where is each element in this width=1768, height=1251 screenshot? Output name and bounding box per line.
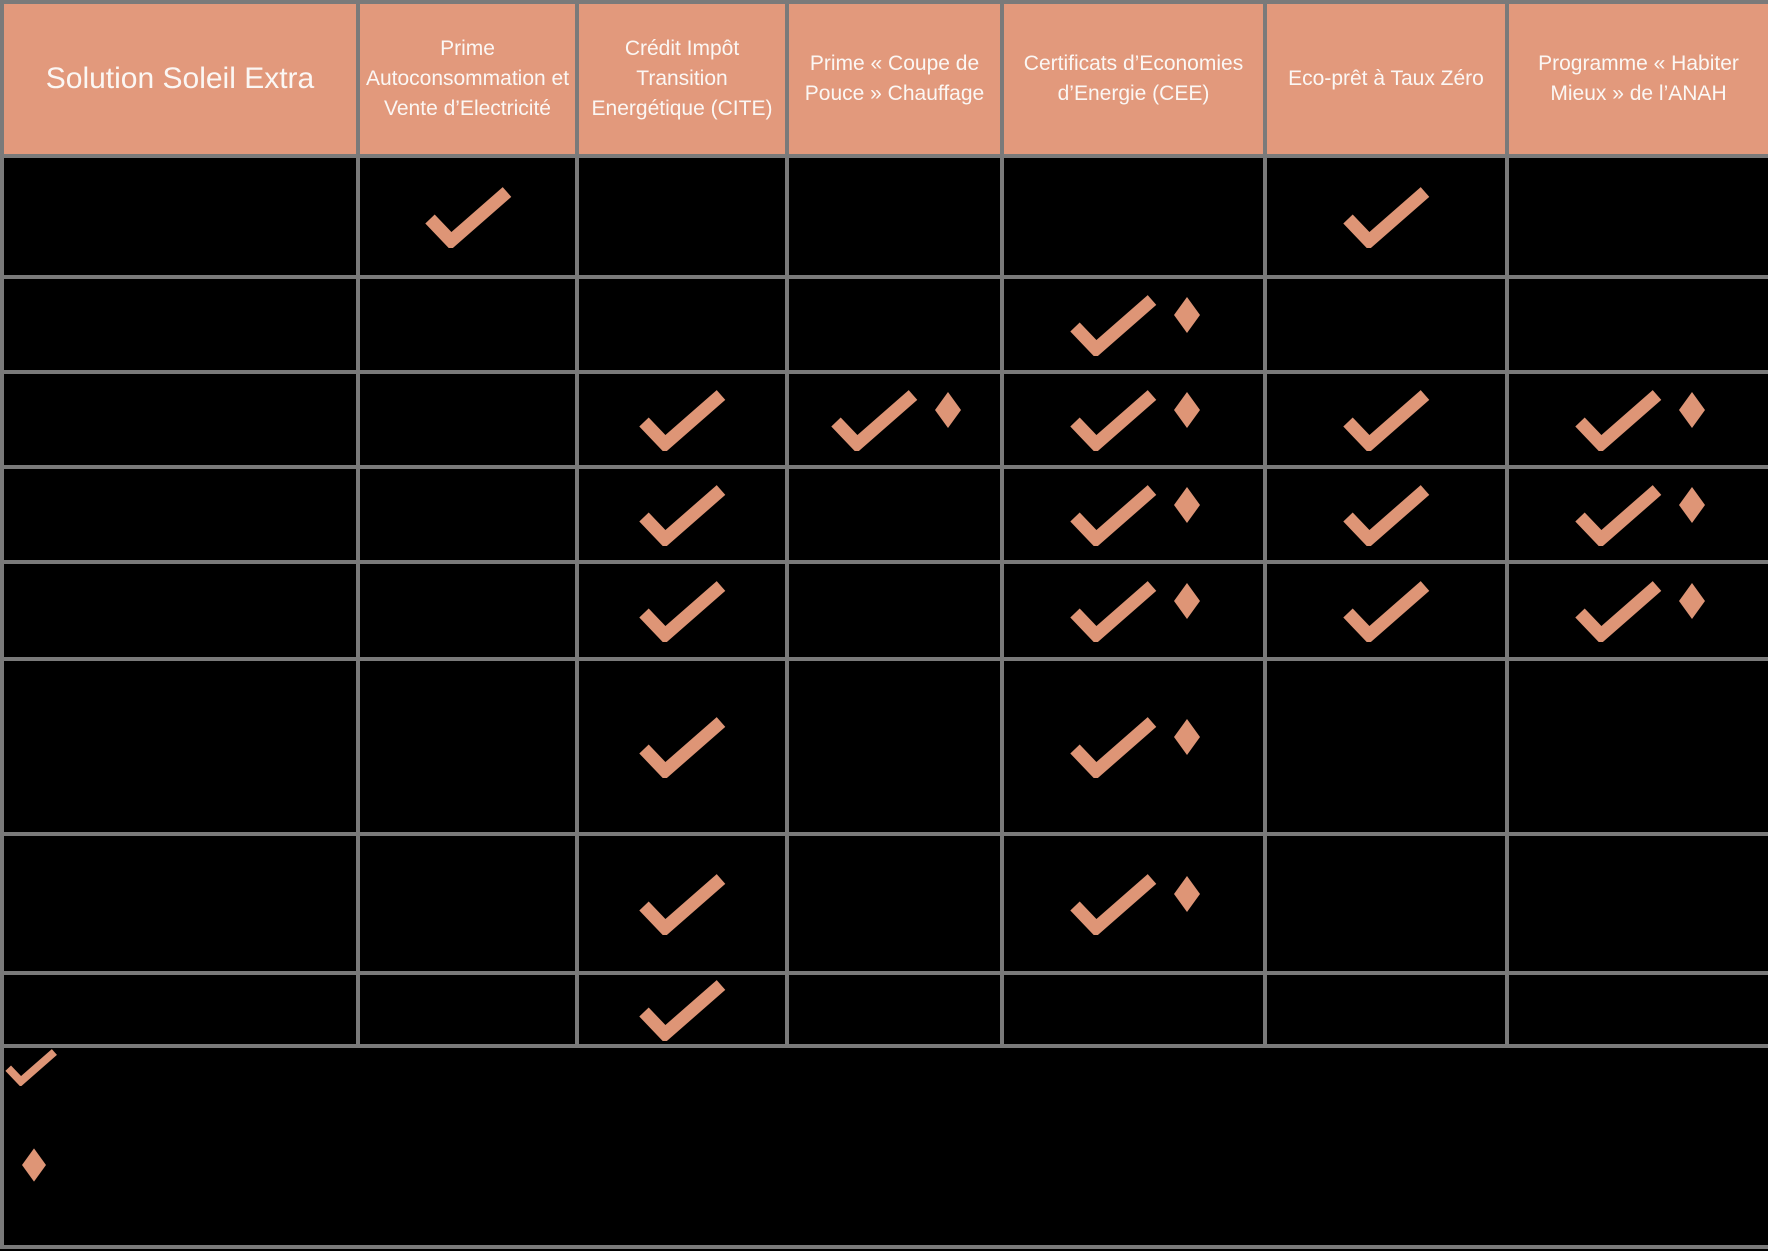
table-cell	[787, 467, 1002, 562]
diamond-icon	[1679, 392, 1705, 428]
table-cell	[577, 372, 787, 467]
check-mark	[1068, 294, 1158, 356]
cell-content	[1509, 389, 1768, 451]
check-mark	[1573, 580, 1663, 642]
check-icon	[1068, 294, 1158, 356]
table-row	[2, 659, 1768, 834]
table-cell	[1265, 156, 1507, 277]
table-cell	[1507, 834, 1768, 973]
table-cell	[358, 372, 577, 467]
cell-content	[1004, 294, 1263, 356]
check-mark	[637, 389, 727, 451]
cell-content	[579, 389, 785, 451]
check-mark	[1341, 580, 1431, 642]
row-label-cell	[2, 277, 358, 372]
table-cell	[1002, 659, 1265, 834]
row-label-cell	[2, 973, 358, 1046]
table-cell	[577, 973, 787, 1046]
table-cell	[577, 467, 787, 562]
diamond-mark	[1174, 583, 1200, 619]
header-row	[2, 2, 1768, 156]
table-cell	[1265, 372, 1507, 467]
check-mark	[1068, 580, 1158, 642]
check-mark	[423, 186, 513, 248]
diamond-mark	[1174, 876, 1200, 912]
check-icon	[1068, 484, 1158, 546]
check-icon	[637, 716, 727, 778]
table-cell	[577, 277, 787, 372]
table-row	[2, 562, 1768, 659]
diamond-icon	[935, 392, 961, 428]
check-icon	[1341, 580, 1431, 642]
column-header-cee: Certificats d’Economies d’Energie (CEE)	[1002, 2, 1265, 156]
check-mark	[1068, 716, 1158, 778]
table-cell	[1002, 973, 1265, 1046]
check-mark	[637, 484, 727, 546]
table-cell	[358, 973, 577, 1046]
legend-item-diamond	[4, 1148, 1768, 1182]
column-header-coupe-de-pouce: Prime « Coupe de Pouce » Chauffage	[787, 2, 1002, 156]
table-cell	[1002, 834, 1265, 973]
diamond-mark	[1174, 392, 1200, 428]
table-row	[2, 467, 1768, 562]
check-mark	[637, 979, 727, 1041]
table-cell	[577, 834, 787, 973]
table-cell	[1265, 834, 1507, 973]
cell-content	[789, 389, 1000, 451]
table-cell	[787, 562, 1002, 659]
cell-content	[1004, 580, 1263, 642]
cell-content	[1004, 873, 1263, 935]
diamond-mark	[1174, 487, 1200, 523]
cell-content	[579, 484, 785, 546]
cell-content	[1004, 484, 1263, 546]
diamond-mark	[1679, 583, 1705, 619]
table-cell	[787, 834, 1002, 973]
diamond-mark	[1679, 392, 1705, 428]
table-row	[2, 372, 1768, 467]
table-row	[2, 277, 1768, 372]
column-header-prime-autoconsommation: Prime Autoconsommation et Vente d’Electricité	[358, 2, 577, 156]
legend-cell	[2, 1046, 1768, 1247]
diamond-mark	[935, 392, 961, 428]
table-cell	[787, 156, 1002, 277]
diamond-icon	[1174, 719, 1200, 755]
diamond-icon	[1174, 583, 1200, 619]
check-icon	[637, 979, 727, 1041]
column-header-habiter-mieux: Programme « Habiter Mieux » de l’ANAH	[1507, 2, 1768, 156]
check-icon	[1573, 389, 1663, 451]
diamond-mark	[1174, 719, 1200, 755]
table-cell	[1002, 277, 1265, 372]
check-icon	[637, 873, 727, 935]
cell-content	[579, 716, 785, 778]
check-icon	[1341, 389, 1431, 451]
table-cell	[1507, 372, 1768, 467]
check-mark	[637, 580, 727, 642]
table-cell	[358, 562, 577, 659]
cell-content	[1267, 580, 1505, 642]
table-cell	[1507, 973, 1768, 1046]
diamond-icon	[1679, 583, 1705, 619]
cell-content	[579, 580, 785, 642]
cell-content	[1267, 484, 1505, 546]
table-cell	[787, 372, 1002, 467]
table-cell	[1002, 156, 1265, 277]
check-icon	[1068, 716, 1158, 778]
cell-content	[360, 186, 575, 248]
check-mark	[1341, 186, 1431, 248]
table-cell	[358, 834, 577, 973]
row-label-cell	[2, 659, 358, 834]
check-icon	[1068, 389, 1158, 451]
diamond-icon	[1174, 297, 1200, 333]
table-cell	[1265, 277, 1507, 372]
check-icon	[829, 389, 919, 451]
table-cell	[358, 277, 577, 372]
check-icon	[1068, 873, 1158, 935]
table-row	[2, 834, 1768, 973]
cell-content	[1004, 389, 1263, 451]
check-icon	[637, 580, 727, 642]
table-row	[2, 156, 1768, 277]
check-mark	[1573, 389, 1663, 451]
table-cell	[1507, 659, 1768, 834]
table-cell	[1507, 562, 1768, 659]
cell-content	[1509, 580, 1768, 642]
table-cell	[1507, 156, 1768, 277]
cell-content	[1267, 389, 1505, 451]
table-cell	[1265, 973, 1507, 1046]
check-mark	[829, 389, 919, 451]
table-cell	[1002, 467, 1265, 562]
row-label-cell	[2, 156, 358, 277]
cell-content	[1004, 716, 1263, 778]
check-mark	[1068, 389, 1158, 451]
diamond-mark	[1174, 297, 1200, 333]
cell-content	[1509, 484, 1768, 546]
table-cell	[358, 467, 577, 562]
table-cell	[577, 562, 787, 659]
diamond-icon	[1174, 876, 1200, 912]
legend-row	[2, 1046, 1768, 1247]
check-icon	[423, 186, 513, 248]
table-cell	[1507, 277, 1768, 372]
table-cell	[358, 659, 577, 834]
check-icon	[1573, 580, 1663, 642]
diamond-mark	[1679, 487, 1705, 523]
cell-content	[579, 873, 785, 935]
check-icon	[1573, 484, 1663, 546]
table-cell	[1265, 467, 1507, 562]
check-icon	[4, 1048, 58, 1086]
table-cell	[577, 156, 787, 277]
check-icon	[1341, 186, 1431, 248]
table-title: Solution Soleil Extra	[2, 2, 358, 156]
row-label-cell	[2, 834, 358, 973]
table-cell	[1265, 659, 1507, 834]
table-cell	[577, 659, 787, 834]
table-cell	[1002, 372, 1265, 467]
table-cell	[787, 277, 1002, 372]
check-mark	[1068, 873, 1158, 935]
table-cell	[358, 156, 577, 277]
row-label-cell	[2, 467, 358, 562]
diamond-icon	[1679, 487, 1705, 523]
table-row	[2, 973, 1768, 1046]
cell-content	[1267, 186, 1505, 248]
diamond-icon	[22, 1148, 46, 1182]
check-icon	[637, 389, 727, 451]
cell-content	[579, 979, 785, 1041]
column-header-eco-pret: Eco-prêt à Taux Zéro	[1265, 2, 1507, 156]
diamond-icon	[1174, 392, 1200, 428]
check-icon	[637, 484, 727, 546]
row-label-cell	[2, 372, 358, 467]
table-cell	[1507, 467, 1768, 562]
check-mark	[637, 716, 727, 778]
diamond-icon	[1174, 487, 1200, 523]
legend-item-check	[4, 1048, 1768, 1086]
table-cell	[787, 659, 1002, 834]
table-cell	[1002, 562, 1265, 659]
check-mark	[1068, 484, 1158, 546]
check-mark	[1341, 484, 1431, 546]
check-mark	[1341, 389, 1431, 451]
check-mark	[1573, 484, 1663, 546]
row-label-cell	[2, 562, 358, 659]
table-cell	[1265, 562, 1507, 659]
table-cell	[787, 973, 1002, 1046]
column-header-cite: Crédit Impôt Transition Energétique (CITE)	[577, 2, 787, 156]
check-icon	[1341, 484, 1431, 546]
check-mark	[637, 873, 727, 935]
check-icon	[1068, 580, 1158, 642]
